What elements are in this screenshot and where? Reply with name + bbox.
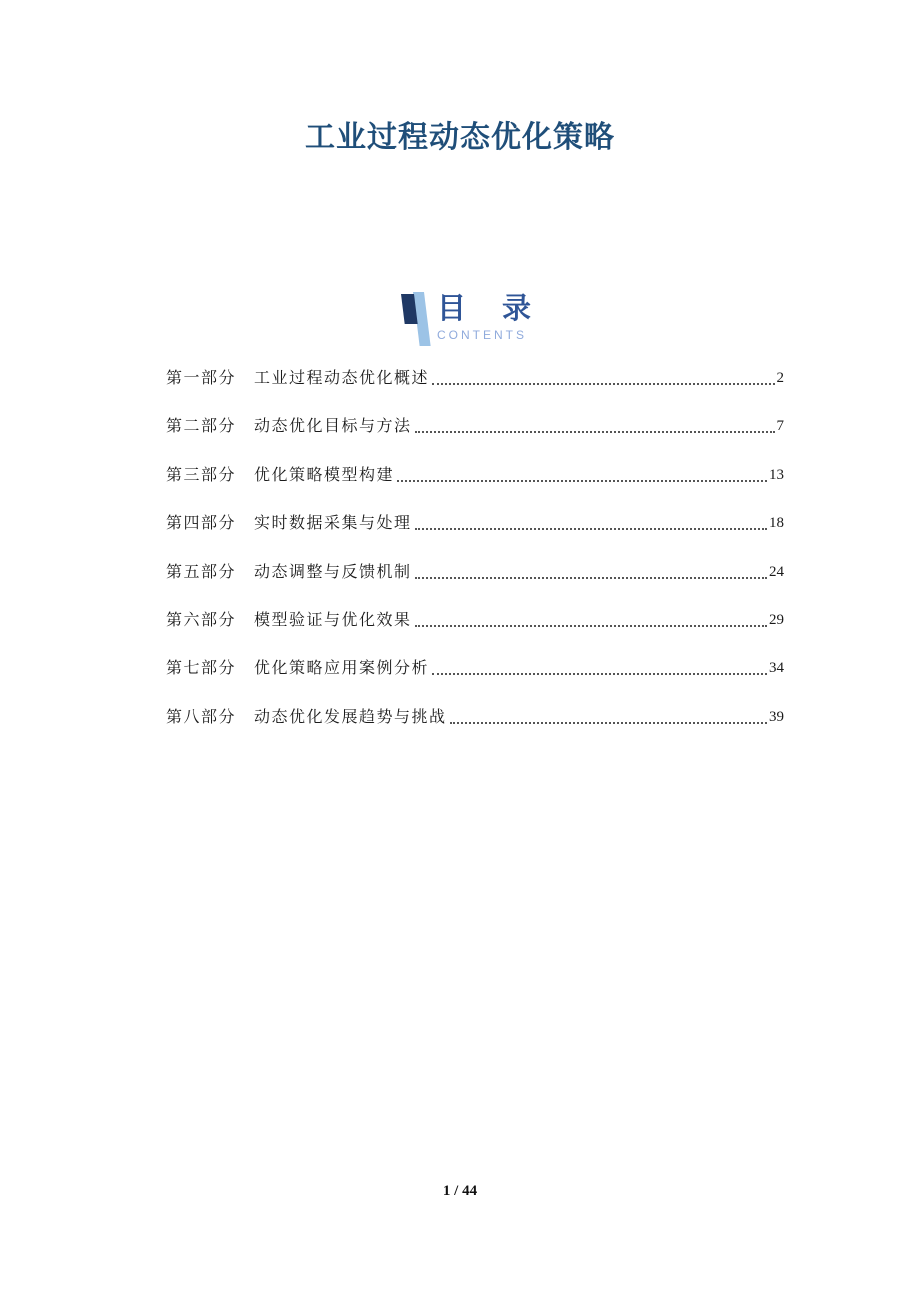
toc-part-label: 第一部分 — [166, 370, 237, 387]
toc-entry[interactable] — [166, 660, 784, 677]
toc-entry-title: 优化策略应用案例分析 — [254, 660, 430, 678]
toc-dot-leader — [432, 383, 774, 385]
toc-dot-leader — [432, 673, 767, 675]
toc-part-label: 第五部分 — [166, 563, 237, 581]
toc-logo — [399, 292, 546, 350]
toc-dot-leader — [415, 625, 767, 627]
toc-part-label: 第二部分 — [166, 418, 237, 436]
toc-entry-title: 实时数据采集与处理 — [254, 515, 412, 533]
toc-heading-en: CONTENTS — [437, 328, 527, 342]
toc-part-label: 第六部分 — [166, 611, 237, 629]
toc-dot-leader — [415, 431, 775, 433]
toc-entry-title: 动态调整与反馈机制 — [254, 563, 412, 581]
toc-entry-title: 优化策略模型构建 — [254, 466, 395, 484]
toc-dot-leader — [415, 528, 767, 530]
toc-part-label: 第四部分 — [166, 515, 237, 533]
toc-dot-leader — [450, 722, 767, 724]
toc-heading-cn: 目 录 — [437, 293, 546, 325]
toc-entry-title: 动态优化发展趋势与挑战 — [254, 708, 447, 726]
toc-page-number: 24 — [769, 563, 784, 580]
toc-entry[interactable] — [166, 467, 784, 484]
toc-part-label: 第七部分 — [166, 660, 237, 678]
toc-page-number: 29 — [769, 611, 784, 628]
toc-page-number: 39 — [769, 708, 784, 725]
page-number-footer: 1 / 44 — [442, 1183, 478, 1199]
toc-part-label: 第八部分 — [166, 708, 237, 726]
toc-list — [166, 370, 784, 757]
toc-entry[interactable] — [166, 564, 784, 581]
toc-entry[interactable] — [166, 515, 784, 532]
toc-page-number: 7 — [776, 418, 784, 435]
toc-logo-bars-icon — [399, 292, 435, 350]
toc-entry-title: 动态优化目标与方法 — [254, 418, 412, 436]
toc-entry[interactable] — [166, 418, 784, 435]
toc-part-label: 第三部分 — [166, 466, 237, 484]
toc-page-number: 2 — [776, 370, 784, 386]
toc-entry[interactable] — [166, 612, 784, 629]
toc-page-number: 18 — [769, 515, 784, 532]
toc-entry-title: 模型验证与优化效果 — [254, 611, 412, 629]
page-title: 工业过程动态优化策略 — [305, 121, 615, 154]
toc-page-number: 34 — [769, 660, 784, 677]
toc-heading — [437, 292, 545, 342]
toc-entry[interactable] — [166, 370, 784, 387]
toc-dot-leader — [415, 577, 767, 579]
toc-entry[interactable] — [166, 709, 784, 726]
toc-page-number: 13 — [769, 466, 784, 483]
toc-dot-leader — [397, 480, 767, 482]
toc-entry-title: 工业过程动态优化概述 — [254, 370, 430, 387]
